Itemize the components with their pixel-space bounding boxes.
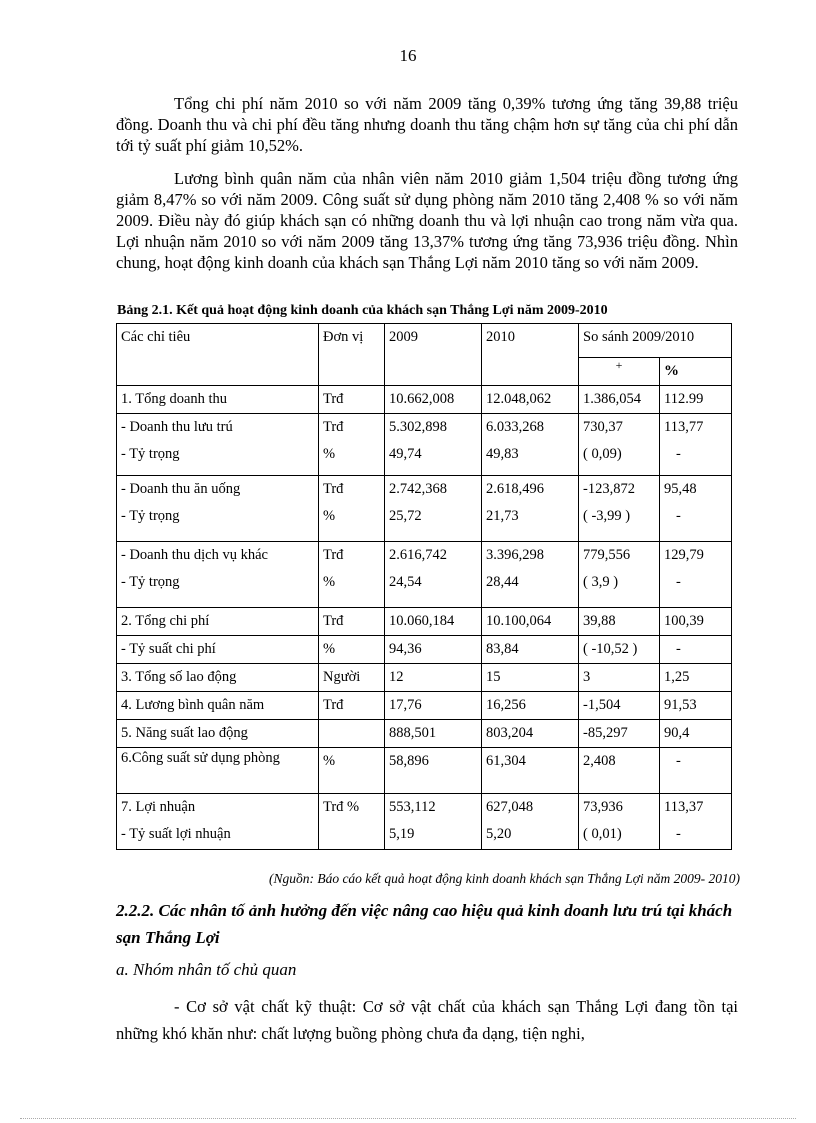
value-2009-cell	[385, 608, 482, 636]
value-2009-cell	[385, 748, 482, 794]
cell-line: 10.662,008	[389, 391, 455, 407]
value-2010-cell	[482, 414, 579, 476]
page-number: 16	[399, 46, 417, 65]
cell-line: - Tỷ suất lợi nhuận	[121, 826, 231, 842]
percent-cell	[660, 608, 732, 636]
cell-line: 21,73	[486, 508, 519, 524]
indicator-cell	[117, 794, 319, 850]
percent-cell	[660, 542, 732, 608]
unit-cell	[319, 476, 385, 542]
value-2010-cell	[482, 664, 579, 692]
cell-line: 16,256	[486, 697, 526, 713]
cell-line: Trđ	[323, 697, 344, 713]
cell-line: 129,79	[664, 547, 704, 563]
table-row	[117, 542, 732, 608]
cell-line: - Tỷ suất chi phí	[121, 641, 216, 657]
cell-line: 5,20	[486, 826, 512, 842]
cell-line: - Doanh thu ăn uống	[121, 481, 241, 497]
table-row	[117, 636, 732, 664]
cell-line: - Tỷ trọng	[121, 508, 180, 524]
percent-cell	[660, 636, 732, 664]
cell-line: 73,936	[583, 799, 623, 815]
cell-line: 49,74	[389, 446, 422, 462]
percent-cell	[660, 748, 732, 794]
cell-line: 25,72	[389, 508, 422, 524]
cell-line: -	[676, 641, 681, 657]
cell-line: 12.048,062	[486, 391, 552, 407]
cell-line: 3. Tổng số lao động	[121, 669, 237, 685]
cell-line: 49,83	[486, 446, 519, 462]
unit-cell	[319, 414, 385, 476]
percent-cell	[660, 476, 732, 542]
cell-line: - Tỷ trọng	[121, 574, 180, 590]
cell-line: 6.033,268	[486, 419, 544, 435]
cell-line: 90,4	[664, 725, 690, 741]
cell-line: Trđ %	[323, 799, 360, 815]
cell-line: 112.99	[664, 391, 704, 407]
cell-line: 2,408	[583, 753, 616, 769]
cell-line: ( 3,9 )	[583, 574, 619, 590]
cell-line: ( -10,52 )	[583, 641, 638, 657]
cell-line	[323, 720, 380, 747]
difference-cell	[579, 476, 660, 542]
paragraph-total-cost: Tổng chi phí năm 2010 so với năm 2009 tăng 0,39% tương ứng tăng 39,88 triệu đồng. Doanh thu và chi phí đều tăng nhưng doanh thu tăng chậm hơn sự tăng của chi phí dẫn tới tỷ suất phí giảm 10,52%.	[116, 94, 738, 155]
cell-line: 4. Lương bình quân năm	[121, 697, 265, 713]
difference-cell	[579, 636, 660, 664]
cell-line: Người	[323, 669, 361, 685]
value-2010-cell	[482, 794, 579, 850]
paragraph-salary-profit: Lương bình quân năm của nhân viên năm 2010 giảm 1,504 triệu đồng tương ứng giảm 8,47% so với năm 2009. Công suất sử dụng phòng năm 2010 tăng 2,408 % so với năm 2009. Điều này đó giúp khách sạn có những doanh thu và lợi nhuận cao trong năm vừa qua. Lợi nhuận năm 2010 so với năm 2009 tăng 13,37% tương ứng tăng 73,936 triệu đồng. Nhìn chung, hoạt động kinh doanh của khách sạn Thắng Lợi năm 2010 tăng so với năm 2009.	[116, 169, 738, 272]
value-2009-cell	[385, 692, 482, 720]
cell-line: 113,77	[664, 419, 704, 435]
cell-line: 7. Lợi nhuận	[121, 799, 196, 815]
table-row	[117, 664, 732, 692]
unit-cell	[319, 664, 385, 692]
unit-cell	[319, 542, 385, 608]
difference-cell	[579, 692, 660, 720]
subsection-heading: a. Nhóm nhân tố chủ quan	[116, 960, 297, 979]
cell-line: 1.386,054	[583, 391, 641, 407]
cell-line	[323, 821, 380, 848]
cell-line: -	[676, 753, 681, 769]
cell-line: 627,048	[486, 799, 534, 815]
cell-line: 2. Tổng chi phí	[121, 613, 210, 629]
value-2009-cell	[385, 720, 482, 748]
cell-line: ( 0,09)	[583, 446, 622, 462]
unit-cell	[319, 386, 385, 414]
cell-line: 3.396,298	[486, 547, 544, 563]
cell-line: 6.Công suất sử dụng phòng	[121, 750, 280, 766]
difference-cell	[579, 794, 660, 850]
cell-line: 83,84	[486, 641, 519, 657]
cell-line: 730,37	[583, 419, 623, 435]
cell-line: 113,37	[664, 799, 704, 815]
header-plus: +	[579, 358, 660, 386]
cell-line: 100,39	[664, 613, 704, 629]
cell-line: -	[676, 574, 681, 590]
table-body	[117, 324, 732, 850]
cell-line: 779,556	[583, 547, 631, 563]
value-2009-cell	[385, 542, 482, 608]
cell-line: 39,88	[583, 613, 616, 629]
cell-line: 94,36	[389, 641, 422, 657]
table-header-row	[117, 324, 732, 358]
value-2010-cell	[482, 386, 579, 414]
difference-cell	[579, 608, 660, 636]
cell-line: %	[323, 446, 336, 462]
table-row	[117, 748, 732, 794]
unit-cell	[319, 794, 385, 850]
cell-line: ( -3,99 )	[583, 508, 631, 524]
cell-line: 95,48	[664, 481, 697, 497]
indicator-cell	[117, 542, 319, 608]
paragraph-facilities: - Cơ sở vật chất kỹ thuật: Cơ sở vật chất của khách sạn Thắng Lợi đang tồn tại những khó khăn như: chất lượng buồng phòng chưa đa dạng, tiện nghi,	[116, 997, 738, 1043]
value-2009-cell	[385, 386, 482, 414]
table-row	[117, 386, 732, 414]
cell-line: -123,872	[583, 481, 635, 497]
percent-cell	[660, 664, 732, 692]
value-2009-cell	[385, 664, 482, 692]
difference-cell	[579, 664, 660, 692]
cell-line: -1,504	[583, 697, 621, 713]
cell-line: 5.302,898	[389, 419, 447, 435]
header-unit: Đơn vị	[319, 324, 385, 386]
cell-line: Trđ	[323, 391, 344, 407]
indicator-cell	[117, 386, 319, 414]
value-2009-cell	[385, 414, 482, 476]
percent-cell	[660, 414, 732, 476]
table-row	[117, 608, 732, 636]
value-2010-cell	[482, 692, 579, 720]
cell-line: - Doanh thu lưu trú	[121, 419, 233, 435]
cell-line: 2.742,368	[389, 481, 447, 497]
table-row	[117, 414, 732, 476]
business-results-table	[116, 323, 732, 850]
header-indicator: Các chỉ tiêu	[117, 324, 319, 386]
cell-line: %	[323, 641, 336, 657]
unit-cell	[319, 720, 385, 748]
value-2010-cell	[482, 608, 579, 636]
cell-line: Trđ	[323, 613, 344, 629]
indicator-cell	[117, 664, 319, 692]
footer-divider	[20, 1118, 796, 1119]
cell-line: -	[676, 826, 681, 842]
difference-cell	[579, 720, 660, 748]
table-row	[117, 794, 732, 850]
table-row	[117, 720, 732, 748]
cell-line: 58,896	[389, 753, 429, 769]
cell-line: 3	[583, 669, 591, 685]
indicator-cell	[117, 720, 319, 748]
value-2010-cell	[482, 636, 579, 664]
section-heading: 2.2.2. Các nhân tố ảnh hưởng đến việc nâng cao hiệu quả kinh doanh lưu trú tại khách sạn Thắng Lợi	[116, 901, 733, 947]
cell-line: Trđ	[323, 419, 344, 435]
indicator-cell	[117, 476, 319, 542]
cell-line: 2.618,496	[486, 481, 544, 497]
percent-cell	[660, 386, 732, 414]
cell-line: 24,54	[389, 574, 422, 590]
table-row	[117, 476, 732, 542]
header-2010: 2010	[482, 324, 579, 386]
value-2010-cell	[482, 542, 579, 608]
cell-line: ( 0,01)	[583, 826, 622, 842]
percent-cell	[660, 794, 732, 850]
header-2009: 2009	[385, 324, 482, 386]
difference-cell	[579, 414, 660, 476]
cell-line: -	[676, 508, 681, 524]
table-row	[117, 692, 732, 720]
cell-line: 553,112	[389, 799, 436, 815]
cell-line: %	[323, 574, 336, 590]
value-2009-cell	[385, 794, 482, 850]
cell-line: 10.100,064	[486, 613, 552, 629]
cell-line: 10.060,184	[389, 613, 455, 629]
cell-line: 5,19	[389, 826, 415, 842]
header-percent: %	[660, 358, 732, 386]
cell-line: 17,76	[389, 697, 422, 713]
difference-cell	[579, 386, 660, 414]
table-caption: Bảng 2.1. Kết quả hoạt động kinh doanh của khách sạn Thắng Lợi năm 2009-2010	[117, 303, 608, 318]
cell-line: %	[323, 753, 336, 769]
unit-cell	[319, 608, 385, 636]
cell-line: 888,501	[389, 725, 437, 741]
cell-line: 1. Tổng doanh thu	[121, 391, 228, 407]
cell-line: Trđ	[323, 547, 344, 563]
value-2010-cell	[482, 720, 579, 748]
cell-line: %	[323, 508, 336, 524]
cell-line: 28,44	[486, 574, 519, 590]
cell-line: 2.616,742	[389, 547, 447, 563]
value-2009-cell	[385, 636, 482, 664]
indicator-cell	[117, 608, 319, 636]
cell-line: - Doanh thu dịch vụ khác	[121, 547, 268, 563]
cell-line: 91,53	[664, 697, 697, 713]
cell-line: 61,304	[486, 753, 526, 769]
cell-line: Trđ	[323, 481, 344, 497]
cell-line: 1,25	[664, 669, 690, 685]
cell-line: - Tỷ trọng	[121, 446, 180, 462]
difference-cell	[579, 748, 660, 794]
percent-cell	[660, 720, 732, 748]
unit-cell	[319, 692, 385, 720]
value-2009-cell	[385, 476, 482, 542]
cell-line: -	[676, 446, 681, 462]
table-source-note: (Nguồn: Báo cáo kết quả hoạt động kinh doanh khách sạn Thắng Lợi năm 2009- 2010)	[268, 871, 740, 886]
cell-line: 12	[389, 669, 404, 685]
value-2010-cell	[482, 476, 579, 542]
cell-line: 15	[486, 669, 501, 685]
indicator-cell	[117, 692, 319, 720]
unit-cell	[319, 748, 385, 794]
header-compare: So sánh 2009/2010	[579, 324, 732, 358]
unit-cell	[319, 636, 385, 664]
cell-line: 803,204	[486, 725, 534, 741]
cell-line: 5. Năng suất lao động	[121, 725, 248, 741]
indicator-cell	[117, 748, 319, 794]
difference-cell	[579, 542, 660, 608]
cell-line: -85,297	[583, 725, 628, 741]
indicator-cell	[117, 636, 319, 664]
indicator-cell	[117, 414, 319, 476]
percent-cell	[660, 692, 732, 720]
value-2010-cell	[482, 748, 579, 794]
